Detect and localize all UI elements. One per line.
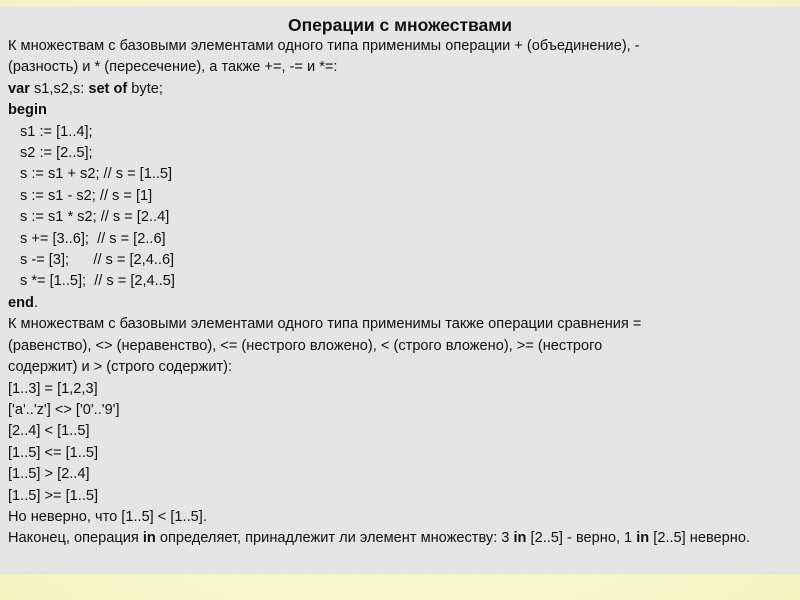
- compare-line-1: К множествам с базовыми элементами одного типа применимы также операции сравнения =: [8, 316, 642, 333]
- var-declaration: [8, 79, 793, 100]
- final-text: [2..5] неверно.: [649, 530, 751, 547]
- final-text: [2..5] - верно, 1: [526, 530, 637, 547]
- code-line: s2 := [2..5];: [20, 145, 93, 162]
- keyword-var: var: [8, 80, 30, 97]
- compare-line-2: (равенство), <> (неравенство), <= (нестрого вложено), < (строго вложено), >= (нестрого: [8, 337, 603, 354]
- example-line: ['a'..'z'] <> ['0'..'9']: [8, 401, 120, 418]
- final-text: Наконец, операция: [8, 530, 143, 547]
- keyword-begin: begin: [8, 102, 47, 119]
- end-line: [8, 293, 793, 314]
- intro-line-1: К множествам с базовыми элементами одного типа применимы операции + (объединение), -: [8, 38, 640, 54]
- keyword-in: in: [636, 530, 650, 547]
- code-line: s := s1 - s2; // s = [1]: [20, 187, 153, 204]
- code-line: s := s1 + s2; // s = [1..5]: [20, 166, 173, 183]
- content-panel: [0, 6, 800, 574]
- example-line: [1..5] > [2..4]: [8, 466, 90, 483]
- slide-body: [8, 36, 793, 550]
- compare-line-3: содержит) и > (строго содержит):: [8, 359, 233, 376]
- keyword-in: in: [513, 530, 527, 547]
- example-line: [1..5] <= [1..5]: [8, 444, 99, 461]
- code-line: s *= [1..5]; // s = [2,4..5]: [20, 273, 175, 290]
- intro-line-2: (разность) и * (пересечение), а также +=, -= и *=:: [8, 59, 338, 76]
- example-line: [1..3] = [1,2,3]: [8, 380, 98, 397]
- note-line: Но неверно, что [1..5] < [1..5].: [8, 508, 207, 525]
- final-text: определяет, принадлежит ли элемент множеству: 3: [155, 530, 514, 547]
- keyword-set-of: set of: [88, 80, 128, 97]
- end-punct: .: [33, 294, 39, 311]
- slide-title: Операции с множествами: [288, 15, 512, 35]
- code-line: s += [3..6]; // s = [2..6]: [20, 230, 166, 247]
- final-paragraph: [8, 528, 793, 549]
- keyword-in: in: [142, 530, 156, 547]
- code-line: s -= [3]; // s = [2,4..6]: [20, 252, 175, 269]
- example-line: [1..5] >= [1..5]: [8, 487, 99, 504]
- keyword-end: end: [8, 294, 34, 311]
- code-line: s1 := [1..4];: [20, 123, 93, 140]
- example-line: [2..4] < [1..5]: [8, 423, 90, 440]
- var-type: byte;: [127, 80, 163, 97]
- code-line: s := s1 * s2; // s = [2..4]: [20, 209, 170, 226]
- var-names: s1,s2,s:: [29, 80, 89, 97]
